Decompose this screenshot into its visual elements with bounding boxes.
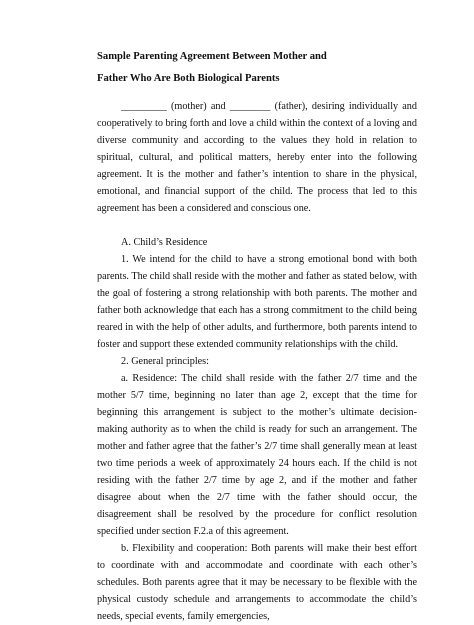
- section-a-heading: A. Child’s Residence: [121, 237, 208, 248]
- document-title-line-1: Sample Parenting Agreement Between Mother and: [97, 51, 327, 62]
- document-body: [97, 98, 417, 625]
- document-title-line-2: Father Who Are Both Biological Parents: [97, 73, 280, 84]
- paragraph-spacer: [97, 217, 417, 234]
- paragraph-2-heading: 2. General principles:: [121, 356, 209, 367]
- intro-paragraph: _________ (mother) and ________ (father), desiring individually and cooperatively to bring forth and love a child within the context of a loving and diverse community and according to the values they hold in relation to spiritual, cultural, and political matters, hereby enter into the following agreement. It is the mother and father’s intention to share in the physical, emotional, and financial support of the child. The process that led to this agreement has been a considered and conscious one.: [97, 101, 417, 214]
- paragraph-1: 1. We intend for the child to have a strong emotional bond with both parents. The child shall reside with the mother and father as stated below, with the goal of fostering a strong relationship with both parents. The mother and father both acknowledge that each has a strong commitment to the child being reared in with the help of other adults, and furthermore, both parents intend to foster and support these extended community relationships with the child.: [97, 254, 417, 350]
- paragraph-2a: a. Residence: The child shall reside with the father 2/7 time and the mother 5/7 time, beginning no later than age 2, except that the time for beginning this arrangement is subject to the mother’s ultimate decision-making authority as to when the child is ready for such an arrangement. The mother and father agree that the father’s 2/7 time shall generally mean at least two time periods a week of approximately 24 hours each. If the child is not residing with the father 2/7 time by age 2, and if the mother and father disagree about when the 2/7 time with the father should occur, the disagreement shall be resolved by the procedure for conflict resolution specified under section F.2.a of this agreement.: [97, 373, 417, 537]
- paragraph-2b: b. Flexibility and cooperation: Both parents will make their best effort to coordinate with and accommodate and coordinate with each other’s schedules. Both parents agree that it may be necessary to be flexible with the physical custody schedule and arrangements to accommodate the child’s needs, special events, family emergencies,: [97, 543, 417, 622]
